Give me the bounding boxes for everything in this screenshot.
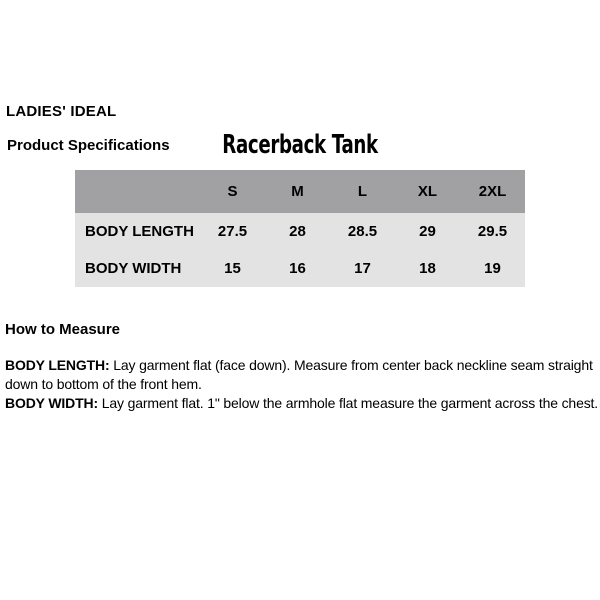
- size-column-s: S: [227, 183, 238, 200]
- body-length-s: 27.5: [217, 223, 248, 240]
- size-column-l: L: [357, 183, 368, 200]
- size-column-xl: XL: [417, 183, 438, 200]
- instruction-text-body-length: Lay garment flat (face down). Measure from center back neckline seam straight down to bottom of the front hem.: [5, 357, 593, 392]
- size-header-row: [75, 170, 525, 213]
- body-length-xl: 29: [419, 223, 436, 240]
- body-width-m: 16: [289, 260, 306, 277]
- table-row-body-width: [75, 250, 525, 287]
- body-width-l: 17: [354, 260, 371, 277]
- body-length-2xl: 29.5: [477, 223, 508, 240]
- size-column-m: M: [291, 183, 304, 200]
- table-row-body-length: [75, 213, 525, 250]
- body-length-m: 28: [289, 223, 306, 240]
- row-label-body-length: BODY LENGTH: [85, 223, 194, 240]
- body-width-2xl: 19: [484, 260, 501, 277]
- how-to-measure-heading: How to Measure: [5, 321, 121, 338]
- body-width-s: 15: [224, 260, 241, 277]
- instruction-text-body-width: Lay garment flat. 1" below the armhole flat measure the garment across the chest.: [101, 395, 599, 411]
- product-title-container: [0, 130, 600, 160]
- instruction-term-body-length: BODY LENGTH:: [5, 357, 110, 373]
- body-length-l: 28.5: [347, 223, 378, 240]
- corner-cell: [75, 170, 200, 213]
- brand-line: LADIES' IDEAL: [6, 103, 117, 120]
- row-label-body-width: BODY WIDTH: [85, 260, 182, 277]
- size-spec-table: [75, 170, 525, 287]
- instruction-body-width: [5, 394, 599, 413]
- size-column-2xl: 2XL: [478, 183, 507, 200]
- instruction-body-length: [5, 356, 599, 394]
- body-width-xl: 18: [419, 260, 436, 277]
- instruction-term-body-width: BODY WIDTH:: [5, 395, 98, 411]
- product-title: Racerback Tank: [222, 130, 378, 160]
- section-label: Product Specifications: [7, 137, 170, 154]
